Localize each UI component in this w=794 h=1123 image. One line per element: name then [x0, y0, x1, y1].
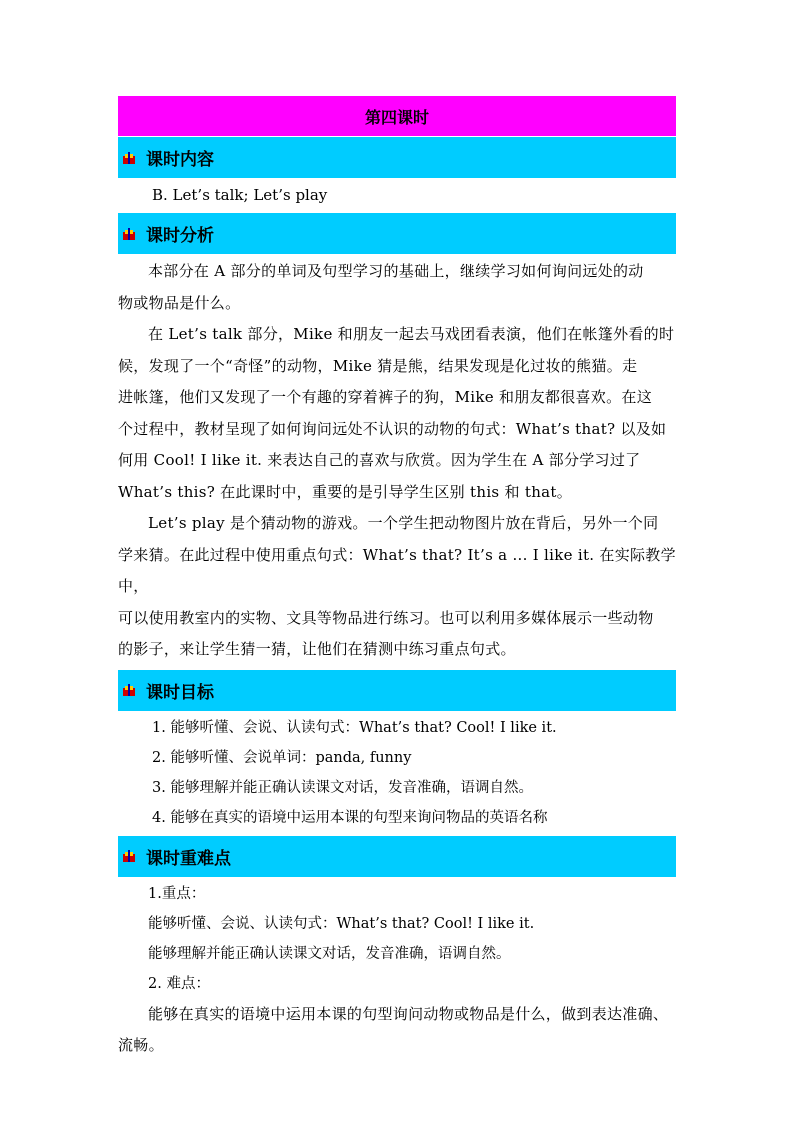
- analysis-line: 可以使用教室内的实物、文具等物品进行练习。也可以利用多媒体展示一些动物: [118, 608, 654, 627]
- book-bullet-icon: [122, 151, 136, 165]
- analysis-line: What’s this? 在此课时中，重要的是引导学生区别 this 和 that。: [118, 482, 573, 501]
- analysis-line: 的影子，来让学生猜一猜，让他们在猜测中练习重点句式。: [118, 640, 516, 658]
- lesson-title: 第四课时: [364, 107, 429, 127]
- lesson-title-bar: [118, 96, 676, 136]
- key-points-body: [118, 879, 676, 1062]
- goal-item: 4. 能够在真实的语境中运用本课的句型来询问物品的英语名称: [152, 809, 548, 826]
- analysis-line: 本部分在 A 部分的单词及句型学习的基础上，继续学习如何询问远处的动: [148, 262, 644, 280]
- key-item: 能够听懂、会说、认读句式：What’s that? Cool! I like it.: [148, 915, 535, 932]
- goal-item: 2. 能够听懂、会说单词：panda, funny: [152, 749, 412, 766]
- difficult-line: 流畅。: [118, 1036, 164, 1054]
- difficult-label: 2. 难点：: [148, 975, 210, 992]
- goal-item: 1. 能够听懂、会说、认读句式：What’s that? Cool! I like it.: [152, 719, 557, 736]
- section-heading: 课时目标: [146, 682, 214, 703]
- analysis-paragraph-3: [118, 508, 676, 666]
- key-label: 1.重点：: [148, 885, 206, 902]
- content-text: B. Let’s talk; Let’s play: [152, 186, 328, 204]
- analysis-line: 何用 Cool! I like it. 来表达自己的喜欢与欣赏。因为学生在 A 部分学习过了: [118, 451, 641, 469]
- book-bullet-icon: [122, 683, 136, 697]
- analysis-line: 在 Let’s talk 部分，Mike 和朋友一起去马戏团看表演，他们在帐篷外看的时: [148, 325, 675, 343]
- section-header-content: [118, 136, 676, 178]
- analysis-line: 物或物品是什么。: [118, 293, 241, 312]
- analysis-line: 候，发现了一个“奇怪”的动物，Mike 猜是熊，结果发现是化过妆的熊猫。走: [118, 356, 638, 375]
- analysis-line: Let’s play 是个猜动物的游戏。一个学生把动物图片放在背后，另外一个同: [148, 514, 659, 532]
- lesson-page: [118, 96, 676, 1062]
- goal-item: 3. 能够理解并能正确认读课文对话，发音准确，语调自然。: [152, 779, 533, 796]
- analysis-line: 个过程中，教材呈现了如何询问远处不认识的动物的句式：What’s that? 以及如: [118, 419, 667, 438]
- section-heading: 课时重难点: [146, 848, 231, 869]
- section-header-goals: [118, 669, 676, 711]
- analysis-paragraph-2: [118, 319, 676, 508]
- analysis-line: 学来猜。在此过程中使用重点句式：What’s that? It’s a ... I like it. 在实际教学中，: [118, 545, 676, 595]
- section-header-analysis: [118, 212, 676, 254]
- section-heading: 课时内容: [146, 150, 214, 170]
- analysis-paragraph-1: [118, 256, 676, 319]
- difficult-paragraph: [118, 999, 676, 1062]
- analysis-line: 进帐篷，他们又发现了一个有趣的穿着裤子的狗，Mike 和朋友都很喜欢。在这: [118, 388, 652, 406]
- book-bullet-icon: [122, 849, 136, 863]
- section-heading: 课时分析: [146, 226, 214, 246]
- key-item: 能够理解并能正确认读课文对话，发音准确，语调自然。: [148, 945, 511, 962]
- difficult-line: 能够在真实的语境中运用本课的句型询问动物或物品是什么，做到表达准确、: [148, 1004, 669, 1023]
- goals-list: [118, 713, 676, 833]
- section-header-key-points: [118, 835, 676, 877]
- book-bullet-icon: [122, 227, 136, 241]
